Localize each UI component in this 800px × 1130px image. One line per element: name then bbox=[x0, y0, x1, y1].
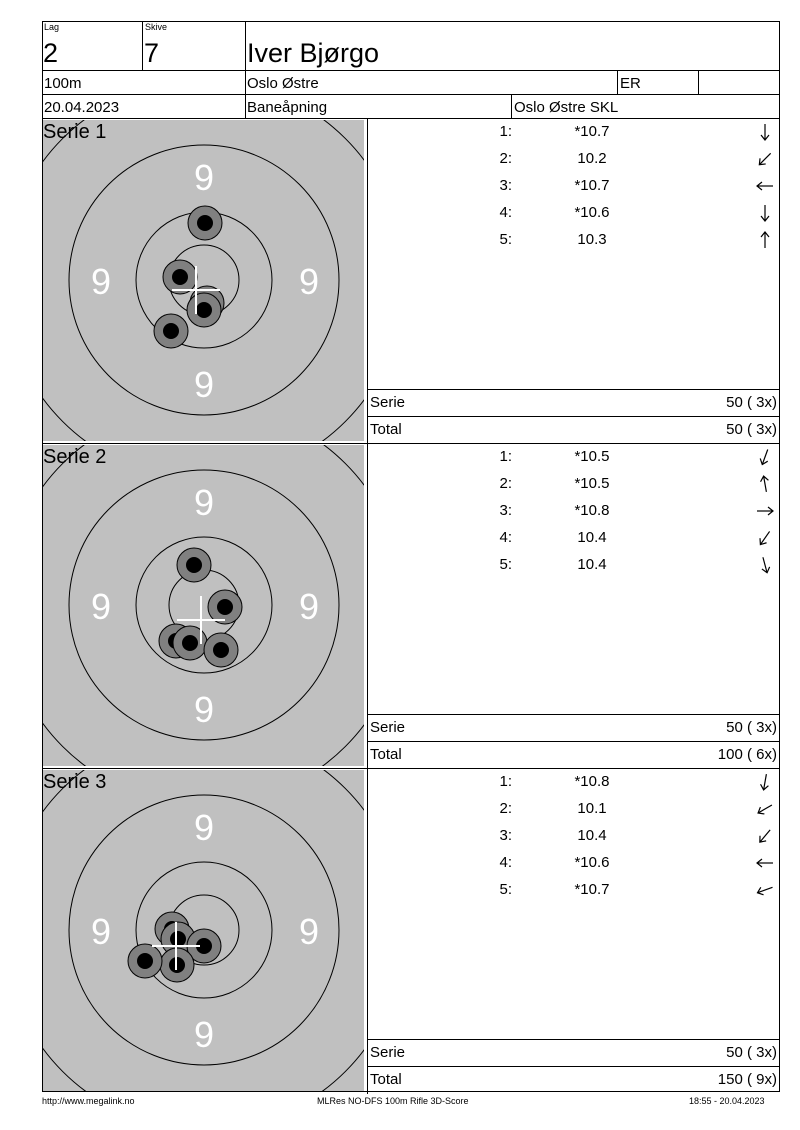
direction-arrow-icon bbox=[755, 230, 775, 250]
ring-label: 9 bbox=[193, 689, 215, 730]
target-image bbox=[43, 120, 364, 441]
shot-value: 10.1 bbox=[577, 800, 607, 817]
serie-title: Serie 2 bbox=[43, 446, 107, 468]
shot-number: 2: bbox=[499, 800, 512, 817]
target-image bbox=[43, 770, 364, 1091]
shot-number: 2: bbox=[499, 150, 512, 167]
ring-label: 9 bbox=[298, 261, 320, 302]
direction-arrow-icon bbox=[755, 555, 775, 575]
series-separator bbox=[42, 768, 780, 769]
shot-value: *10.7 bbox=[574, 123, 610, 140]
organizer: Oslo Østre SKL bbox=[514, 99, 619, 116]
ring-label: 9 bbox=[193, 364, 215, 405]
shot-value: *10.5 bbox=[574, 475, 610, 492]
lag-value: 2 bbox=[43, 38, 59, 68]
ring-label: 9 bbox=[90, 911, 112, 952]
direction-arrow-icon bbox=[755, 447, 775, 467]
footer-timestamp: 18:55 - 20.04.2023 bbox=[689, 1096, 765, 1106]
shot-number: 3: bbox=[499, 502, 512, 519]
shot-hole bbox=[154, 314, 188, 348]
total-line bbox=[367, 741, 780, 742]
header-line-2 bbox=[42, 94, 780, 95]
header-vline-name bbox=[245, 21, 246, 118]
shot-value: 10.3 bbox=[577, 231, 607, 248]
lag-label: Lag bbox=[44, 22, 60, 32]
direction-arrow-icon bbox=[755, 799, 775, 819]
distance: 100m bbox=[44, 75, 82, 92]
shot-value: *10.8 bbox=[574, 773, 610, 790]
shot-number: 5: bbox=[499, 556, 512, 573]
shot-number: 4: bbox=[499, 529, 512, 546]
shot-hole bbox=[128, 944, 162, 978]
shot-hole bbox=[187, 293, 221, 327]
direction-arrow-icon bbox=[755, 474, 775, 494]
shot-value: *10.7 bbox=[574, 881, 610, 898]
ring-label: 9 bbox=[193, 482, 215, 523]
total-label: Total bbox=[370, 421, 402, 438]
shot-row bbox=[367, 530, 779, 548]
serie-title: Serie 1 bbox=[43, 121, 107, 143]
shot-row bbox=[367, 882, 779, 900]
total-value: 100 ( 6x) bbox=[717, 746, 777, 763]
series-separator bbox=[42, 443, 780, 444]
header-line-1 bbox=[42, 70, 780, 71]
shot-hole bbox=[163, 260, 197, 294]
shooter-name: Iver Bjørgo bbox=[247, 38, 380, 68]
header-vline-organizer bbox=[511, 94, 512, 118]
ring-label: 9 bbox=[90, 261, 112, 302]
shot-row bbox=[367, 828, 779, 846]
shot-hole bbox=[204, 633, 238, 667]
skive-value: 7 bbox=[144, 38, 160, 68]
shot-value: *10.6 bbox=[574, 854, 610, 871]
shot-row bbox=[367, 774, 779, 792]
border-right bbox=[779, 21, 780, 1092]
shot-value: *10.5 bbox=[574, 448, 610, 465]
shot-row bbox=[367, 205, 779, 223]
shot-row bbox=[367, 449, 779, 467]
direction-arrow-icon bbox=[755, 528, 775, 548]
total-line bbox=[367, 1066, 780, 1067]
shot-row bbox=[367, 151, 779, 169]
club: Oslo Østre bbox=[247, 75, 319, 92]
serie-line bbox=[367, 389, 780, 390]
footer-program: MLRes NO-DFS 100m Rifle 3D-Score bbox=[317, 1096, 469, 1106]
serie-line bbox=[367, 714, 780, 715]
direction-arrow-icon bbox=[755, 176, 775, 196]
shot-row bbox=[367, 476, 779, 494]
ring-label: 9 bbox=[193, 807, 215, 848]
border-bottom bbox=[42, 1091, 780, 1092]
shot-value: 10.4 bbox=[577, 827, 607, 844]
shot-number: 1: bbox=[499, 773, 512, 790]
serie-value: 50 ( 3x) bbox=[726, 719, 777, 736]
shot-hole bbox=[208, 590, 242, 624]
direction-arrow-icon bbox=[755, 501, 775, 521]
header-vline-skive bbox=[142, 21, 143, 70]
direction-arrow-icon bbox=[755, 772, 775, 792]
shot-number: 4: bbox=[499, 204, 512, 221]
total-value: 150 ( 9x) bbox=[717, 1071, 777, 1088]
ring-label: 9 bbox=[298, 911, 320, 952]
serie-line bbox=[367, 1039, 780, 1040]
event: Baneåpning bbox=[247, 99, 328, 116]
serie-value: 50 ( 3x) bbox=[726, 394, 777, 411]
direction-arrow-icon bbox=[755, 853, 775, 873]
shot-number: 4: bbox=[499, 854, 512, 871]
serie-title: Serie 3 bbox=[43, 771, 107, 793]
shot-value: *10.6 bbox=[574, 204, 610, 221]
shot-value: *10.8 bbox=[574, 502, 610, 519]
serie-label: Serie bbox=[370, 1044, 406, 1061]
total-label: Total bbox=[370, 1071, 402, 1088]
shot-number: 5: bbox=[499, 881, 512, 898]
shot-number: 1: bbox=[499, 123, 512, 140]
target-image bbox=[43, 445, 364, 766]
shot-value: *10.7 bbox=[574, 177, 610, 194]
shot-number: 3: bbox=[499, 827, 512, 844]
direction-arrow-icon bbox=[755, 203, 775, 223]
skive-label: Skive bbox=[145, 22, 168, 32]
shot-row bbox=[367, 557, 779, 575]
shot-number: 3: bbox=[499, 177, 512, 194]
shot-row bbox=[367, 855, 779, 873]
shot-value: 10.2 bbox=[577, 150, 607, 167]
direction-arrow-icon bbox=[755, 122, 775, 142]
ring-label: 9 bbox=[298, 586, 320, 627]
direction-arrow-icon bbox=[755, 880, 775, 900]
total-value: 50 ( 3x) bbox=[726, 421, 777, 438]
shot-row bbox=[367, 232, 779, 250]
shot-number: 2: bbox=[499, 475, 512, 492]
direction-arrow-icon bbox=[755, 149, 775, 169]
serie-value: 50 ( 3x) bbox=[726, 1044, 777, 1061]
shot-row bbox=[367, 801, 779, 819]
shot-number: 5: bbox=[499, 231, 512, 248]
shooter-class: ER bbox=[620, 75, 641, 92]
shot-value: 10.4 bbox=[577, 556, 607, 573]
shot-hole bbox=[177, 548, 211, 582]
shot-row bbox=[367, 124, 779, 142]
shot-value: 10.4 bbox=[577, 529, 607, 546]
header-vline-er-right bbox=[698, 70, 699, 94]
serie-label: Serie bbox=[370, 394, 406, 411]
direction-arrow-icon bbox=[755, 826, 775, 846]
ring-label: 9 bbox=[193, 157, 215, 198]
total-label: Total bbox=[370, 746, 402, 763]
header-vline-er-left bbox=[617, 70, 618, 94]
serie-label: Serie bbox=[370, 719, 406, 736]
footer-url[interactable]: http://www.megalink.no bbox=[42, 1096, 135, 1106]
ring-label: 9 bbox=[193, 1014, 215, 1055]
shot-number: 1: bbox=[499, 448, 512, 465]
ring-label: 9 bbox=[90, 586, 112, 627]
shot-row bbox=[367, 503, 779, 521]
total-line bbox=[367, 416, 780, 417]
header-line-3 bbox=[42, 118, 780, 119]
shot-hole bbox=[188, 206, 222, 240]
date: 20.04.2023 bbox=[44, 99, 120, 116]
shot-row bbox=[367, 178, 779, 196]
